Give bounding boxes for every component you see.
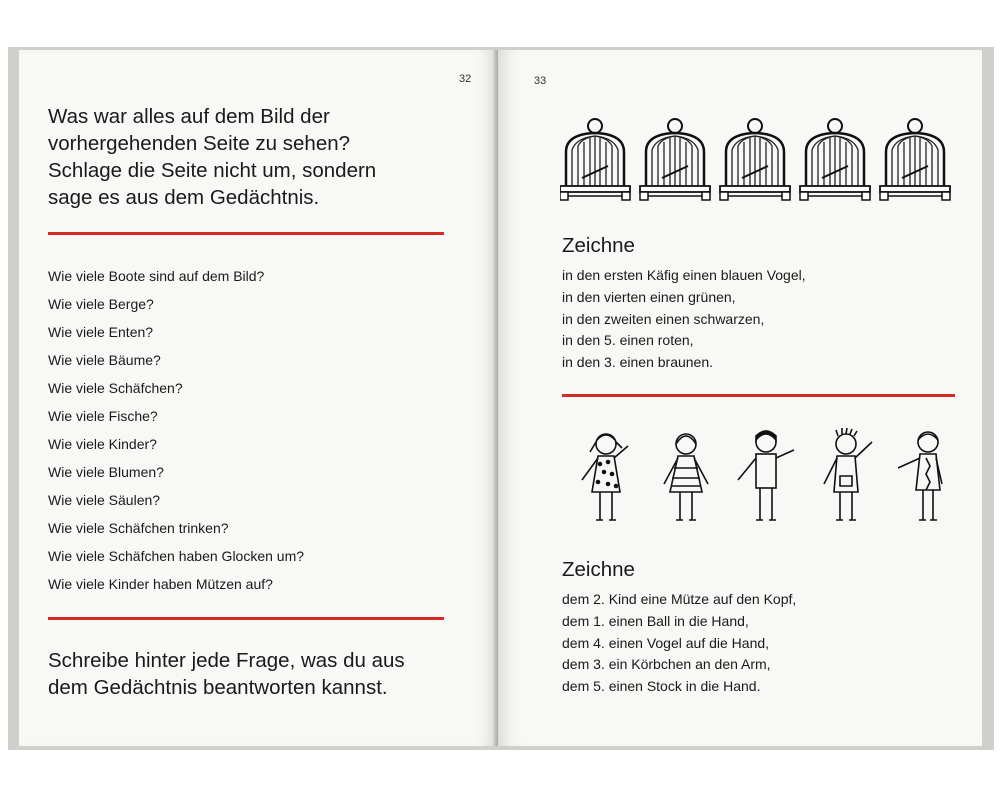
section-heading: Zeichne <box>562 558 635 581</box>
list-item: dem 2. Kind eine Mütze auf den Kopf, <box>562 591 797 607</box>
birdcages-illustration <box>560 118 970 208</box>
list-item: Wie viele Fische? <box>48 408 158 424</box>
list-item: in den 5. einen roten, <box>562 332 694 349</box>
divider-rule <box>48 617 444 620</box>
page-number-left: 32 <box>459 73 472 85</box>
list-item: dem 3. ein Körbchen an den Arm, <box>562 656 771 673</box>
list-item: in den ersten Käfig einen blauen Vogel, <box>562 267 806 283</box>
page-number-right: 33 <box>534 75 547 87</box>
right-page <box>498 50 982 746</box>
list-item: in den zweiten einen schwarzen, <box>562 310 765 327</box>
question-list <box>48 262 304 598</box>
intro-text: Was war alles auf dem Bild der vorhergehenden Seite zu sehen? Schlage die Seite nicht um, sondern sage es aus dem Gedächtnis. <box>48 105 377 209</box>
list-item: dem 1. einen Ball in die Hand, <box>562 612 749 629</box>
list-item: Wie viele Bäume? <box>48 352 161 368</box>
left-page <box>19 50 497 746</box>
list-item: Wie viele Schäfchen? <box>48 380 183 396</box>
list-item: Wie viele Boote sind auf dem Bild? <box>48 268 265 284</box>
divider-rule <box>562 394 955 397</box>
list-item: dem 4. einen Vogel auf die Hand, <box>562 634 770 651</box>
list-item: Wie viele Säulen? <box>48 492 161 508</box>
section-heading: Zeichne <box>562 234 635 257</box>
list-item: Wie viele Schäfchen trinken? <box>48 520 229 536</box>
outro-text: Schreibe hinter jede Frage, was du aus dem Gedächtnis beantworten kannst. <box>48 649 405 699</box>
list-item: in den 3. einen braunen. <box>562 354 714 371</box>
list-item: Wie viele Berge? <box>48 296 154 312</box>
list-item: Wie viele Schäfchen haben Glocken um? <box>48 548 305 564</box>
list-item: dem 5. einen Stock in die Hand. <box>562 678 761 695</box>
list-item: in den vierten einen grünen, <box>562 288 736 305</box>
instruction-list <box>562 265 806 374</box>
instruction-list <box>562 589 796 698</box>
list-item: Wie viele Enten? <box>48 324 154 340</box>
list-item: Wie viele Blumen? <box>48 464 164 480</box>
children-illustration <box>576 428 966 533</box>
divider-rule <box>48 232 444 235</box>
list-item: Wie viele Kinder haben Mützen auf? <box>48 576 273 592</box>
list-item: Wie viele Kinder? <box>48 436 157 452</box>
